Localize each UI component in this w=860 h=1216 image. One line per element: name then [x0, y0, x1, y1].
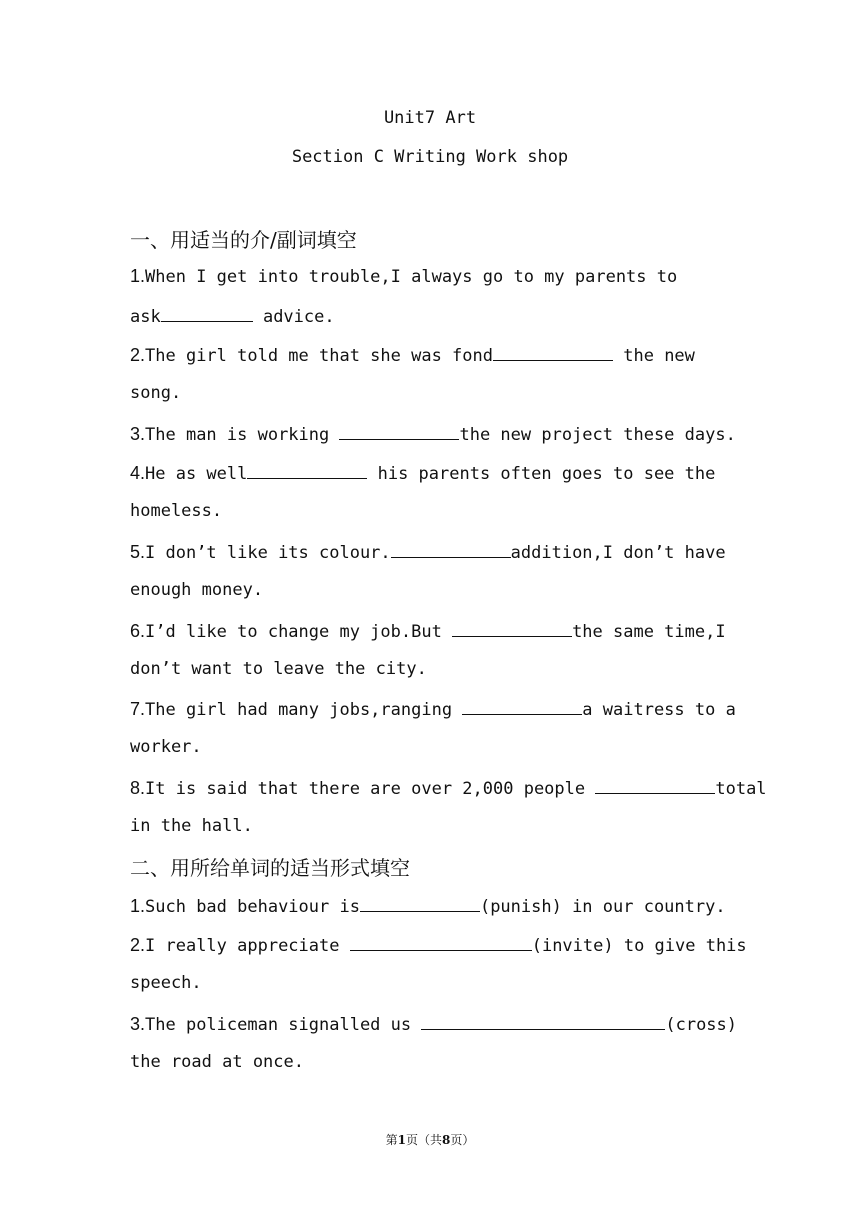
answer-blank[interactable]	[360, 895, 480, 912]
answer-blank[interactable]	[421, 1013, 665, 1030]
part2-question-2	[130, 934, 747, 956]
part2-question-3-cont: the road at once.	[130, 1052, 304, 1072]
part1-question-7	[130, 698, 736, 720]
question-text: total	[715, 779, 767, 799]
question-number: 4.	[130, 463, 146, 483]
question-text: the same time,I	[572, 622, 726, 642]
footer-suffix: 页）	[450, 1133, 475, 1147]
question-number: 2.	[130, 345, 146, 365]
question-text: a waitress to a	[582, 700, 736, 720]
part2-question-2-cont: speech.	[130, 973, 202, 993]
question-text: I’d like to change my job.But	[145, 622, 453, 642]
part2-question-3	[130, 1013, 738, 1035]
question-text: I really appreciate	[145, 936, 350, 956]
answer-blank[interactable]	[350, 934, 532, 951]
part1-question-7-cont: worker.	[130, 737, 202, 757]
question-text: the new project these days.	[459, 425, 736, 445]
part1-question-5-cont: enough money.	[130, 580, 264, 600]
question-text: his parents often goes to see the	[367, 464, 716, 484]
part2-question-1	[130, 895, 730, 917]
part1-question-6-cont: don’t want to leave the city.	[130, 659, 427, 679]
part1-heading: 一、用适当的介/副词填空	[130, 228, 357, 252]
footer-middle: 页（共	[405, 1133, 442, 1147]
answer-blank[interactable]	[339, 423, 459, 440]
question-text: I don’t like its colour.	[145, 543, 391, 563]
part1-question-2	[130, 344, 730, 366]
footer-prefix: 第	[385, 1133, 398, 1147]
page-number: 1	[397, 1133, 406, 1147]
question-text: When I get into trouble,I always go to my parents to	[145, 267, 678, 287]
question-text: The policeman signalled us	[145, 1015, 422, 1035]
question-text: the new	[613, 346, 695, 366]
question-number: 7.	[130, 699, 146, 719]
question-text: advice.	[252, 307, 335, 327]
question-number: 3.	[130, 424, 146, 444]
part1-question-1-cont	[130, 305, 730, 327]
question-number: 1.	[130, 266, 146, 286]
answer-blank[interactable]	[161, 305, 253, 322]
part1-question-2-cont: song.	[130, 383, 182, 403]
question-text: The man is working	[145, 425, 340, 445]
part1-question-4	[130, 462, 730, 484]
question-text: The girl had many jobs,ranging	[145, 700, 463, 720]
answer-blank[interactable]	[462, 698, 582, 715]
question-text: (punish) in our country.	[479, 897, 726, 917]
page-footer	[0, 1131, 860, 1148]
question-number: 6.	[130, 621, 146, 641]
total-pages: 8	[442, 1133, 451, 1147]
section-title: Section C Writing Work shop	[291, 147, 569, 167]
question-number: 5.	[130, 542, 146, 562]
question-text: (invite) to give this	[531, 936, 747, 956]
question-number: 2.	[130, 935, 146, 955]
answer-blank[interactable]	[391, 541, 511, 558]
question-text: (cross)	[665, 1015, 738, 1035]
part1-question-8	[130, 777, 767, 799]
unit-title: Unit7 Art	[383, 108, 477, 128]
part1-question-1	[130, 266, 730, 287]
answer-blank[interactable]	[595, 777, 715, 794]
question-text: ask	[130, 307, 161, 327]
part1-question-6	[130, 620, 730, 642]
answer-blank[interactable]	[247, 462, 367, 479]
answer-blank[interactable]	[452, 620, 572, 637]
part1-question-4-cont: homeless.	[130, 501, 223, 521]
question-number: 1.	[130, 896, 146, 916]
question-text: addition,I don’t have	[510, 543, 726, 563]
question-text: The girl told me that she was fond	[145, 346, 494, 366]
question-number: 8.	[130, 778, 146, 798]
question-text: He as well	[145, 464, 248, 484]
part1-question-8-cont: in the hall.	[130, 816, 253, 836]
part1-question-3	[130, 423, 736, 445]
part2-heading: 二、用所给单词的适当形式填空	[130, 856, 410, 880]
answer-blank[interactable]	[493, 344, 613, 361]
question-number: 3.	[130, 1014, 146, 1034]
question-text: It is said that there are over 2,000 people	[145, 779, 596, 799]
question-text: Such bad behaviour is	[145, 897, 360, 917]
part1-question-5	[130, 541, 730, 563]
